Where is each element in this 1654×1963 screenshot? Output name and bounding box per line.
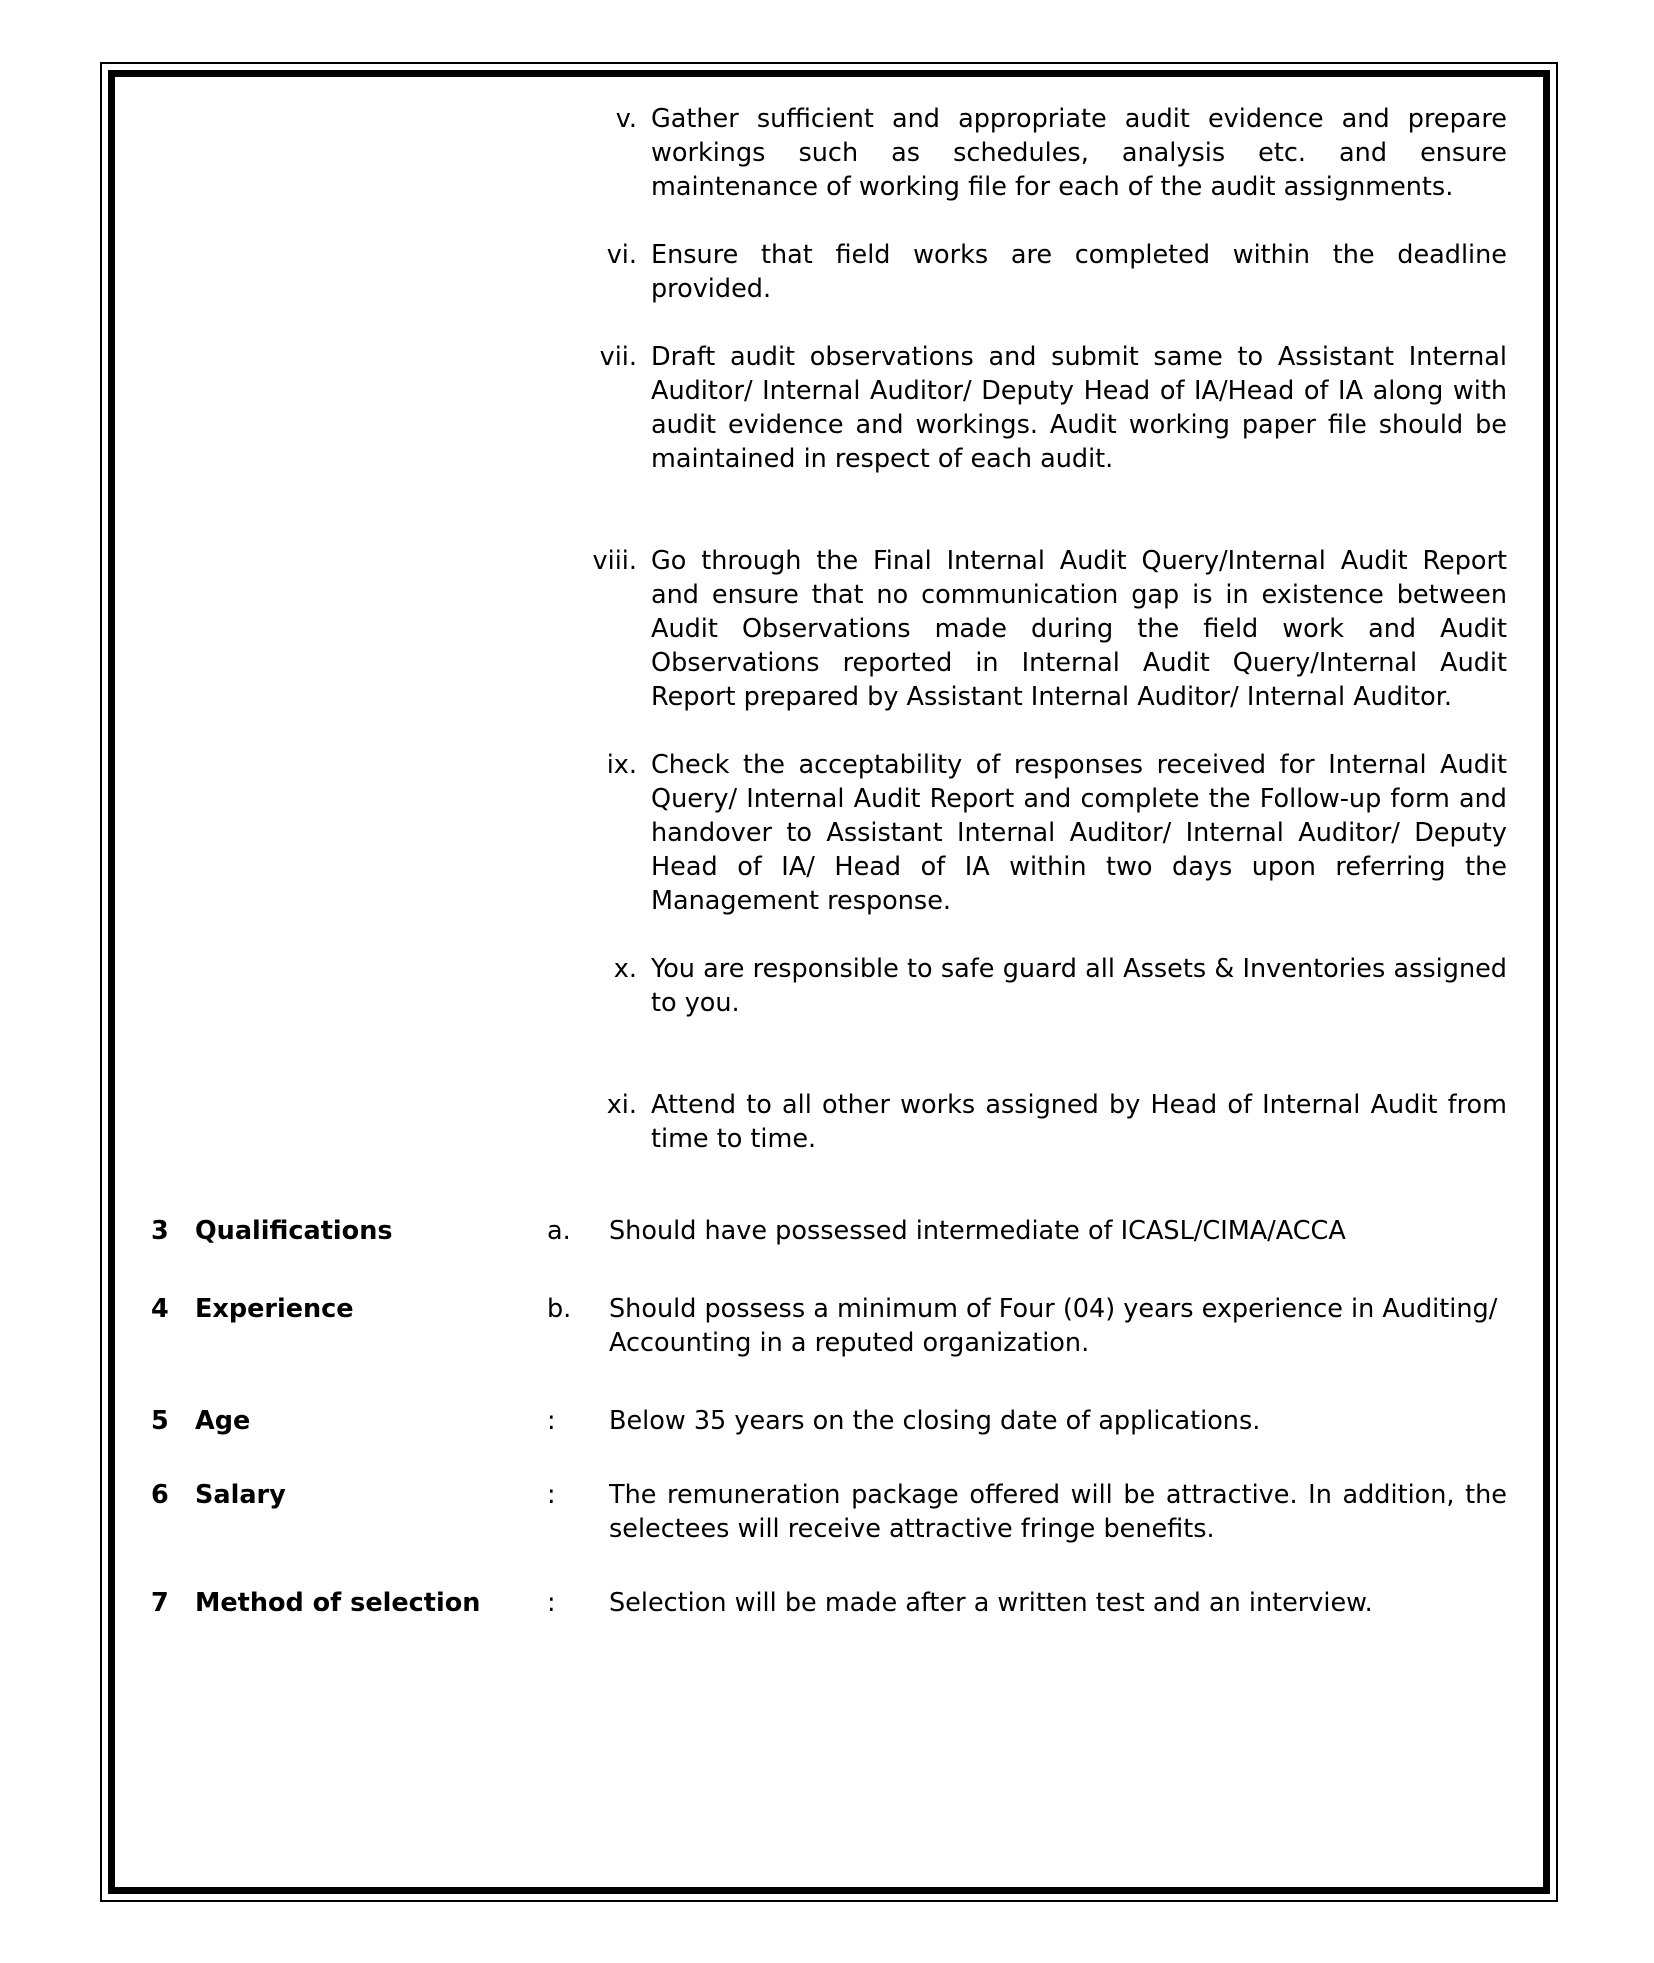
row-number: 7 [151, 1588, 169, 1618]
list-item [151, 952, 1507, 1020]
attributes-table [151, 1214, 1507, 1620]
row-number: 3 [151, 1216, 169, 1246]
table-row [151, 1478, 1507, 1546]
list-item [151, 238, 1507, 306]
row-number: 5 [151, 1406, 169, 1436]
list-item-marker: v. [615, 104, 637, 134]
table-row [151, 1404, 1507, 1438]
row-label: Method of selection [195, 1588, 481, 1618]
table-row [151, 1214, 1507, 1248]
list-item [151, 748, 1507, 918]
row-value: Should have possessed intermediate of ICASL/CIMA/ACCA [609, 1216, 1346, 1246]
row-value: The remuneration package offered will be attractive. In addition, the selectees will receive attractive fringe benefits. [609, 1480, 1507, 1544]
row-separator: : [547, 1480, 556, 1510]
row-label: Qualifications [195, 1216, 393, 1246]
list-item-marker: x. [613, 954, 637, 984]
row-label: Experience [195, 1294, 354, 1324]
row-separator: a. [547, 1216, 571, 1246]
table-row [151, 1292, 1507, 1360]
table-row [151, 1586, 1507, 1620]
list-item-marker: ix. [606, 750, 637, 780]
row-separator: : [547, 1406, 556, 1436]
row-value: Selection will be made after a written test and an interview. [609, 1588, 1373, 1618]
list-item [151, 1088, 1507, 1156]
list-item-text: Gather sufficient and appropriate audit evidence and prepare workings such as schedules, analysis etc. and ensure maintenance of working file for each of the audit assignments. [651, 104, 1507, 202]
list-item-marker: vii. [599, 342, 637, 372]
row-value: Below 35 years on the closing date of applications. [609, 1406, 1261, 1436]
row-number: 6 [151, 1480, 169, 1510]
list-item-text: Check the acceptability of responses received for Internal Audit Query/ Internal Audit Report and complete the Follow-up form and handover to Assistant Internal Auditor/ Internal Auditor/ Deputy Head of IA/ Head of IA within two days upon referring the Management response. [651, 750, 1507, 916]
list-item-text: Attend to all other works assigned by Head of Internal Audit from time to time. [651, 1090, 1507, 1154]
row-separator: : [547, 1588, 556, 1618]
list-item-text: Draft audit observations and submit same to Assistant Internal Auditor/ Internal Auditor/ Deputy Head of IA/Head of IA along with audit evidence and workings. Audit working paper file should be maintained in respect of each audit. [651, 342, 1507, 474]
row-number: 4 [151, 1294, 169, 1324]
list-item-text: Ensure that field works are completed within the deadline provided. [651, 240, 1507, 304]
list-item-marker: xi. [606, 1090, 637, 1120]
list-item [151, 544, 1507, 714]
row-value: Should possess a minimum of Four (04) years experience in Auditing/ Accounting in a reputed organization. [609, 1294, 1498, 1358]
row-separator: b. [547, 1294, 572, 1324]
list-item [151, 340, 1507, 476]
list-item-marker: viii. [592, 546, 637, 576]
list-item-text: Go through the Final Internal Audit Query/Internal Audit Report and ensure that no communication gap is in existence between Audit Observations made during the field work and Audit Observations reported in Internal Audit Query/Internal Audit Report prepared by Assistant Internal Auditor/ Internal Auditor. [651, 546, 1507, 712]
list-item [151, 102, 1507, 204]
list-item-text: You are responsible to safe guard all Assets & Inventories assigned to you. [651, 954, 1507, 1018]
document-page [113, 76, 1545, 1888]
row-label: Age [195, 1406, 251, 1436]
row-label: Salary [195, 1480, 286, 1510]
duties-list [151, 102, 1507, 1156]
list-item-marker: vi. [606, 240, 637, 270]
